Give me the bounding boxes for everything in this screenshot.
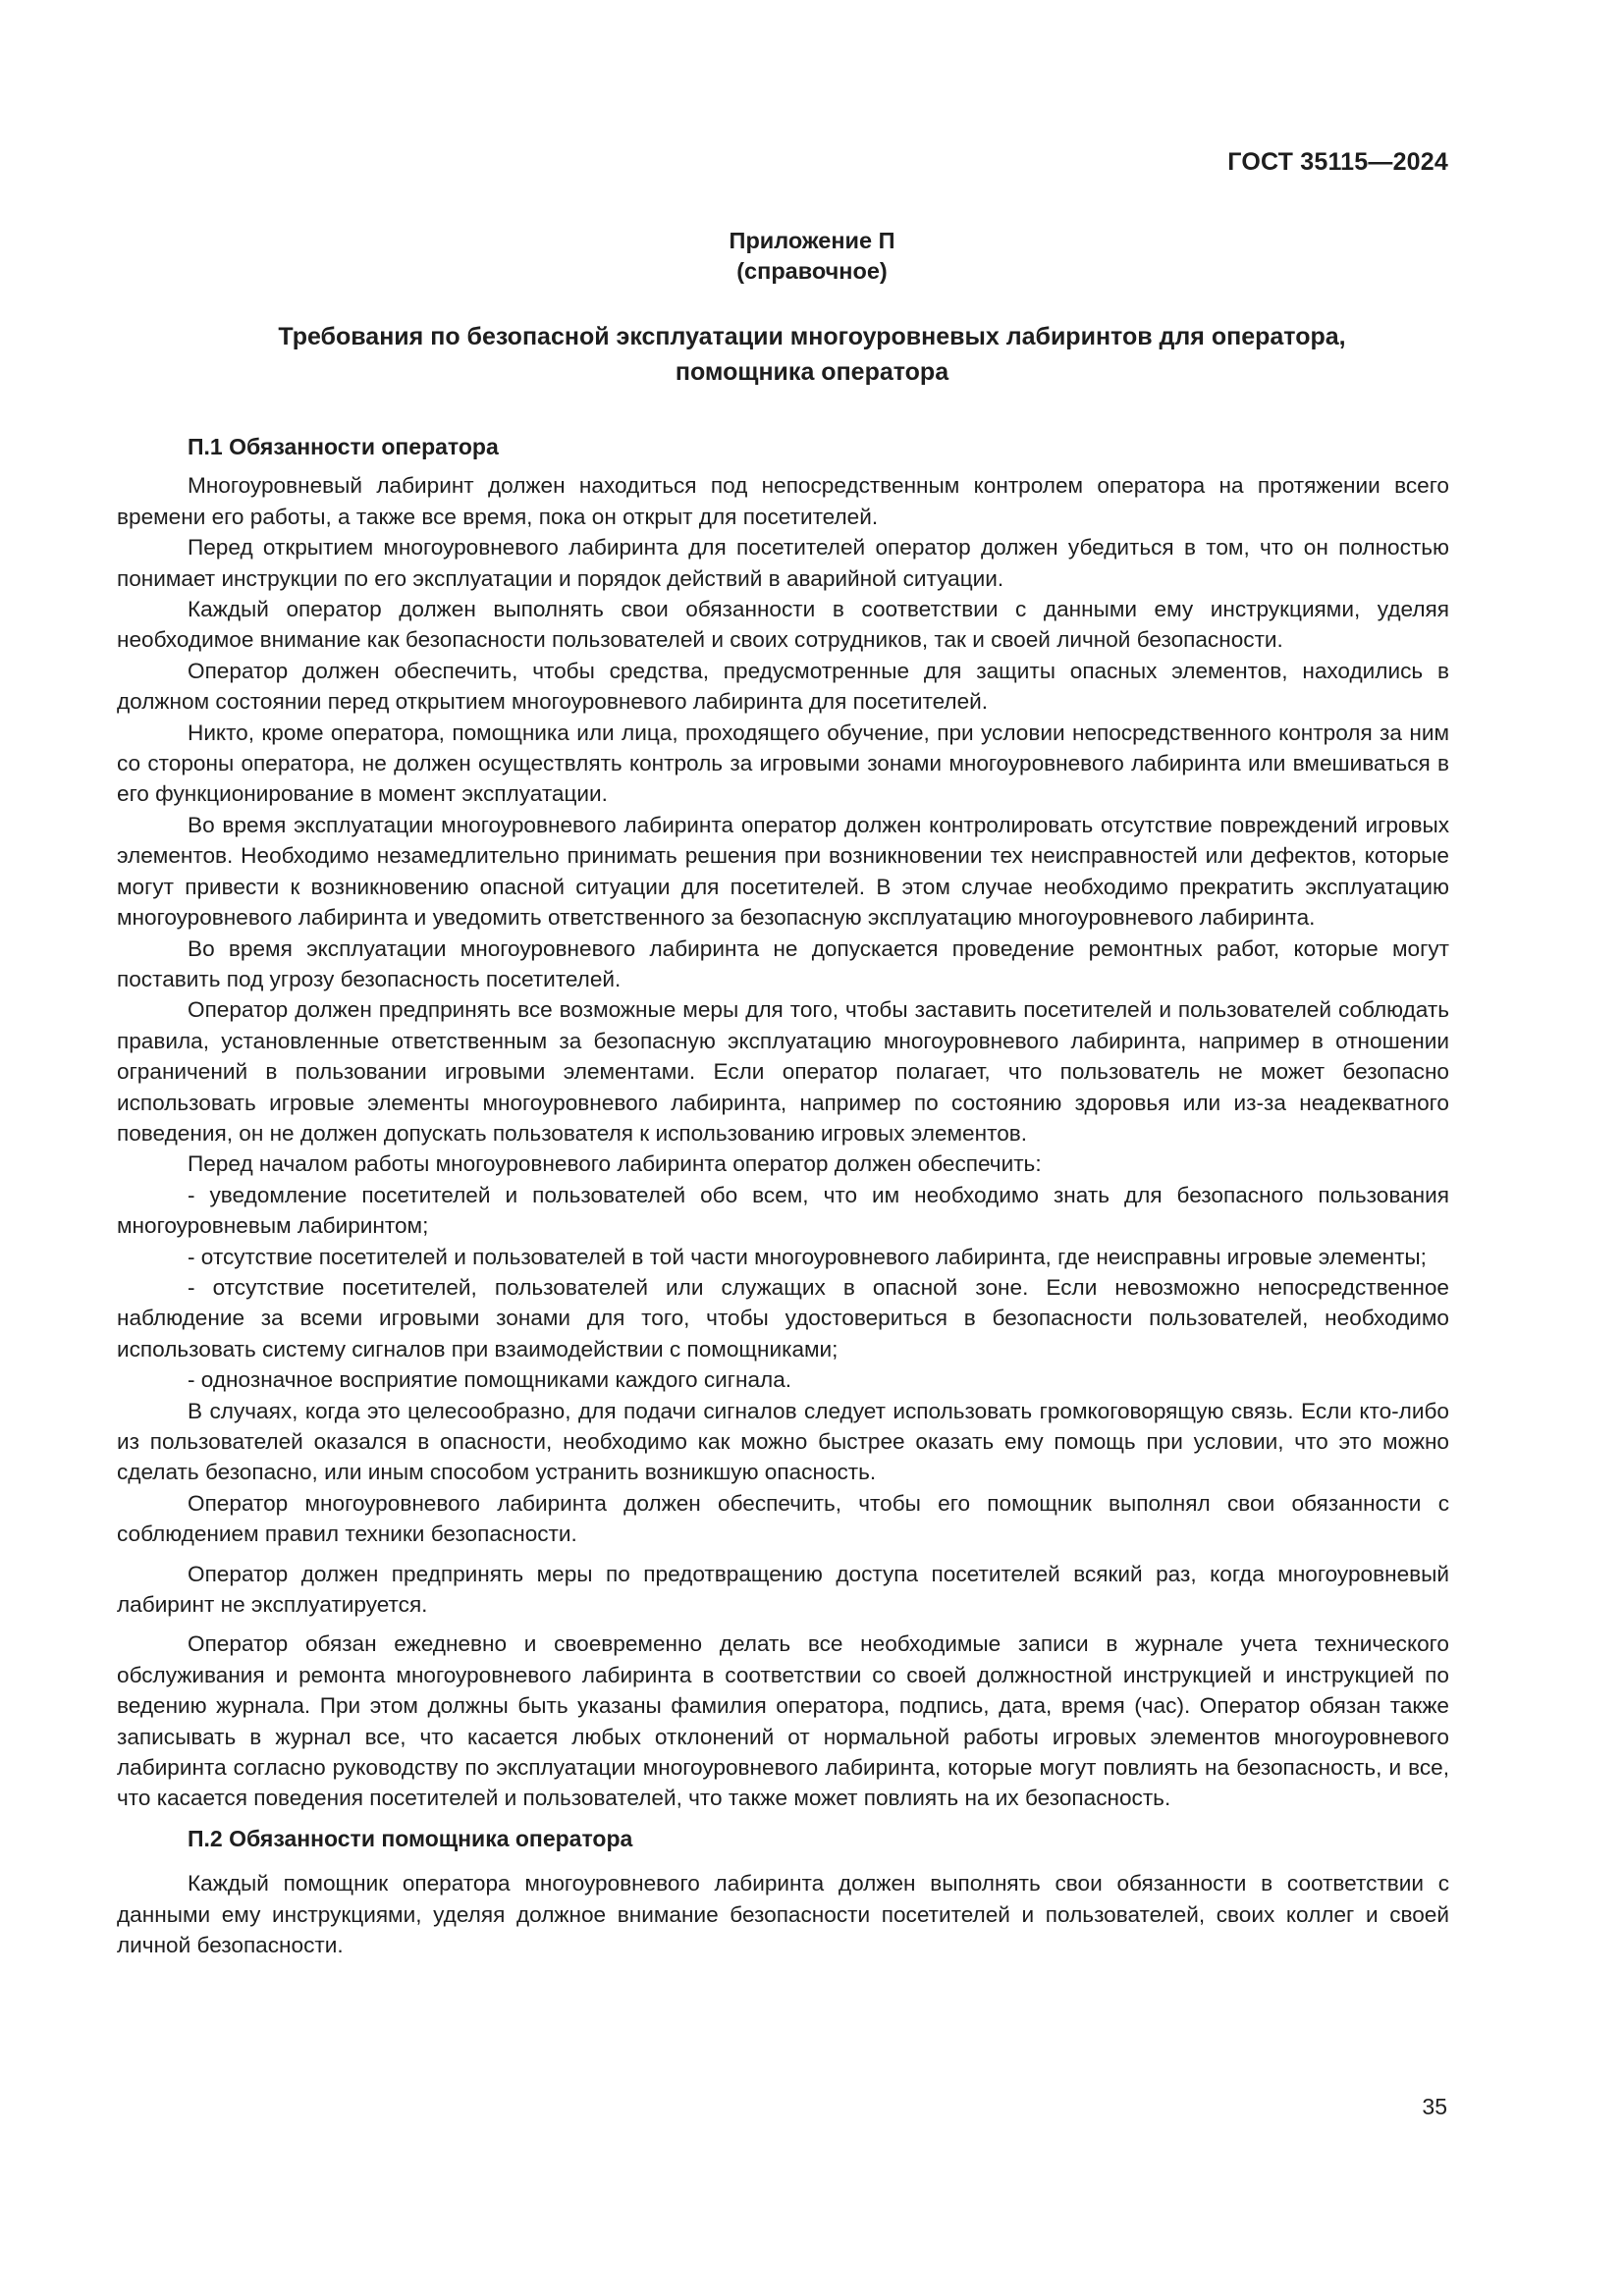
section-heading: П.1 Обязанности оператора [188,434,499,459]
paragraph: Оператор многоуровневого лабиринта должен обеспечить, чтобы его помощник выполнял свои обязанности с соблюдением правил техники безопасности. [117,1490,1449,1547]
document-title [118,319,1506,390]
title-line-1: Требования по безопасной эксплуатации многоуровневых лабиринтов для оператора, [278,323,1346,350]
paragraph: Оператор должен обеспечить, чтобы средства, предусмотренные для защиты опасных элементов, находились в должном состоянии перед открытием многоуровневого лабиринта для посетителей. [117,658,1449,715]
paragraph: Во время эксплуатации многоуровневого лабиринта оператор должен контролировать отсутствие повреждений игровых элементов. Необходимо незамедлительно принимать решения при возникновении тех неисправностей или дефектов, которые могут привести к возникновению опасной ситуации для посетителей. В этом случае необходимо прекратить эксплуатацию многоуровневого лабиринта и уведомить ответственного за безопасную эксплуатацию многоуровневого лабиринта. [117,812,1449,931]
paragraph: Во время эксплуатации многоуровневого лабиринта не допускается проведение ремонтных работ, которые могут поставить под угрозу безопасность посетителей. [117,935,1449,991]
list-item: - отсутствие посетителей и пользователей в той части многоуровневого лабиринта, где неисправны игровые элементы; [188,1244,1427,1269]
paragraph: Перед открытием многоуровневого лабиринта для посетителей оператор должен убедиться в том, что он полностью понимает инструкции по его эксплуатации и порядок действий в аварийной ситуации. [117,535,1449,591]
paragraph: Оператор обязан ежедневно и своевременно делать все необходимые записи в журнале учета технического обслуживания и ремонта многоуровневого лабиринта в соответствии со своей должностной инструкцией и инструкцией по ведению журнала. При этом должны быть указаны фамилия оператора, подпись, дата, время (час). Оператор обязан также записывать в журнал все, что касается любых отклонений от нормальной работы игровых элементов многоуровневого лабиринта согласно руководству по эксплуатации многоуровневого лабиринта, которые могут повлиять на безопасность, и все, что касается поведения посетителей и пользователей, что также может повлиять на их безопасность. [117,1631,1449,1811]
section-heading: П.2 Обязанности помощника оператора [188,1825,633,1851]
paragraph: Многоуровневый лабиринт должен находиться под непосредственным контролем оператора на протяжении всего времени его работы, а также все время, пока он открыт для посетителей. [117,473,1449,529]
paragraph: Каждый помощник оператора многоуровневого лабиринта должен выполнять свои обязанности в соответствии с данными ему инструкциями, уделяя должное внимание безопасности посетителей и пользователей, своих коллег и своей личной безопасности. [117,1871,1449,1958]
list-item: - отсутствие посетителей, пользователей или служащих в опасной зоне. Если невозможно непосредственное наблюдение за всеми игровыми зонами для того, чтобы удостовериться в безопасности пользователей, необходимо использовать систему сигналов при взаимодействии с помощниками; [117,1274,1449,1362]
paragraph: Перед началом работы многоуровневого лабиринта оператор должен обеспечить: [188,1151,1042,1177]
document-body [117,432,1449,1961]
list-item: - однозначное восприятие помощниками каждого сигнала. [188,1367,792,1393]
appendix-heading [0,226,1624,287]
title-line-2: помощника оператора [675,358,949,386]
list-item: - уведомление посетителей и пользователей обо всем, что им необходимо знать для безопасного пользования многоуровневым лабиринтом; [117,1182,1449,1239]
paragraph: Оператор должен предпринять все возможные меры для того, чтобы заставить посетителей и пользователей соблюдать правила, установленные ответственным за безопасную эксплуатацию многоуровневого лабиринта, например в отношении ограничений в пользовании игровыми элементами. Если оператор полагает, что пользователь не может безопасно использовать игровые элементы многоуровневого лабиринта, например по состоянию здоровья или из-за неадекватного поведения, он не должен допускать пользователя к использованию игровых элементов. [117,997,1449,1146]
page-number: 35 [1422,2094,1447,2119]
paragraph: Каждый оператор должен выполнять свои обязанности в соответствии с данными ему инструкциями, уделяя необходимое внимание как безопасности пользователей и своих сотрудников, так и своей личной безопасности. [117,597,1449,653]
paragraph: Оператор должен предпринять меры по предотвращению доступа посетителей всякий раз, когда многоуровневый лабиринт не эксплуатируется. [117,1561,1449,1618]
appendix-label: Приложение П [729,228,895,253]
standard-number: ГОСТ 35115—2024 [1227,148,1448,176]
paragraph: В случаях, когда это целесообразно, для подачи сигналов следует использовать громкоговорящую связь. Если кто-либо из пользователей оказался в опасности, необходимо как можно быстрее оказать ему помощь при условии, что это можно сделать безопасно, или иным способом устранить возникшую опасность. [117,1398,1449,1485]
appendix-type: (справочное) [736,258,888,284]
paragraph: Никто, кроме оператора, помощника или лица, проходящего обучение, при условии непосредственного контроля за ним со стороны оператора, не должен осуществлять контроль за игровыми зонами многоуровневого лабиринта или вмешиваться в его функционирование в момент эксплуатации. [117,720,1449,807]
